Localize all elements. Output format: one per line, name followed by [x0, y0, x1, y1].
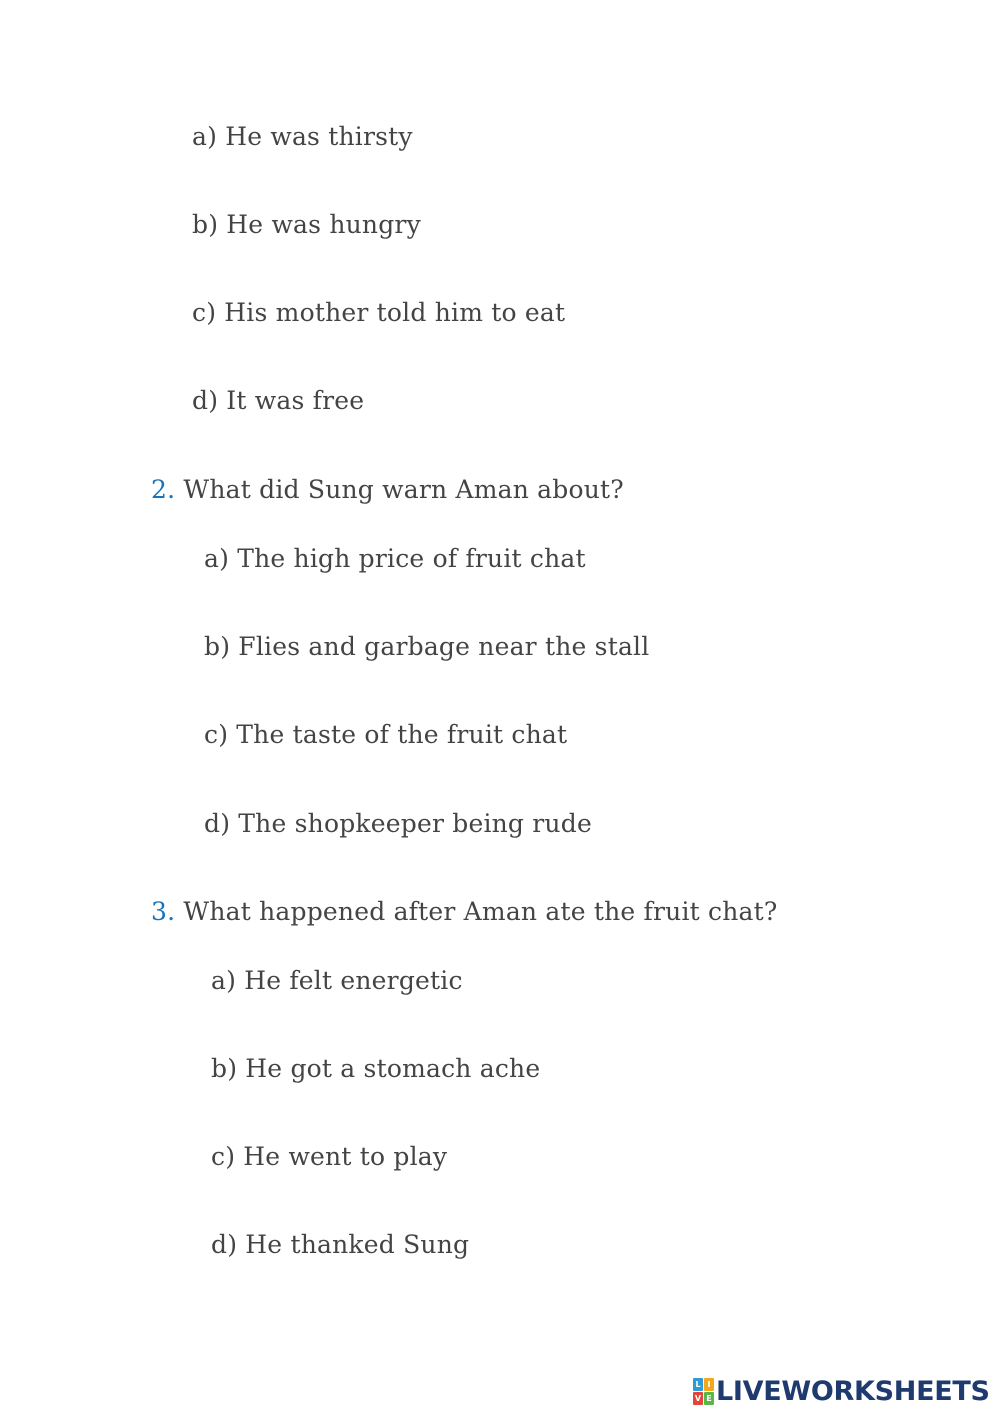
- logo-mark-letter: E: [704, 1392, 714, 1405]
- logo-text: LIVEWORKSHEETS: [716, 1375, 990, 1407]
- option-q1-b: b) He was hungry: [192, 210, 421, 239]
- question-2-number: 2.: [151, 475, 176, 504]
- option-q3-c: c) He went to play: [211, 1142, 448, 1171]
- option-q2-d: d) The shopkeeper being rude: [204, 809, 592, 838]
- option-q3-d: d) He thanked Sung: [211, 1230, 470, 1259]
- question-3: [151, 897, 778, 927]
- logo-mark-letter: L: [693, 1378, 703, 1391]
- liveworksheets-logo: [693, 1374, 990, 1408]
- question-3-number: 3.: [151, 897, 176, 926]
- option-q3-a: a) He felt energetic: [211, 966, 463, 995]
- option-q3-b: b) He got a stomach ache: [211, 1054, 541, 1083]
- question-3-text: What happened after Aman ate the fruit chat?: [183, 897, 778, 926]
- logo-mark-letter: V: [694, 1394, 702, 1403]
- option-q1-a: a) He was thirsty: [192, 122, 413, 151]
- option-q2-b: b) Flies and garbage near the stall: [204, 632, 650, 661]
- option-q2-c: c) The taste of the fruit chat: [204, 720, 568, 749]
- option-q2-a: a) The high price of fruit chat: [204, 544, 586, 573]
- question-2: [151, 475, 624, 505]
- logo-mark-letter: I: [704, 1378, 714, 1391]
- option-q1-d: d) It was free: [192, 386, 365, 415]
- option-q1-c: c) His mother told him to eat: [192, 298, 566, 327]
- question-2-text: What did Sung warn Aman about?: [183, 475, 624, 504]
- logo-mark-icon: [693, 1378, 713, 1404]
